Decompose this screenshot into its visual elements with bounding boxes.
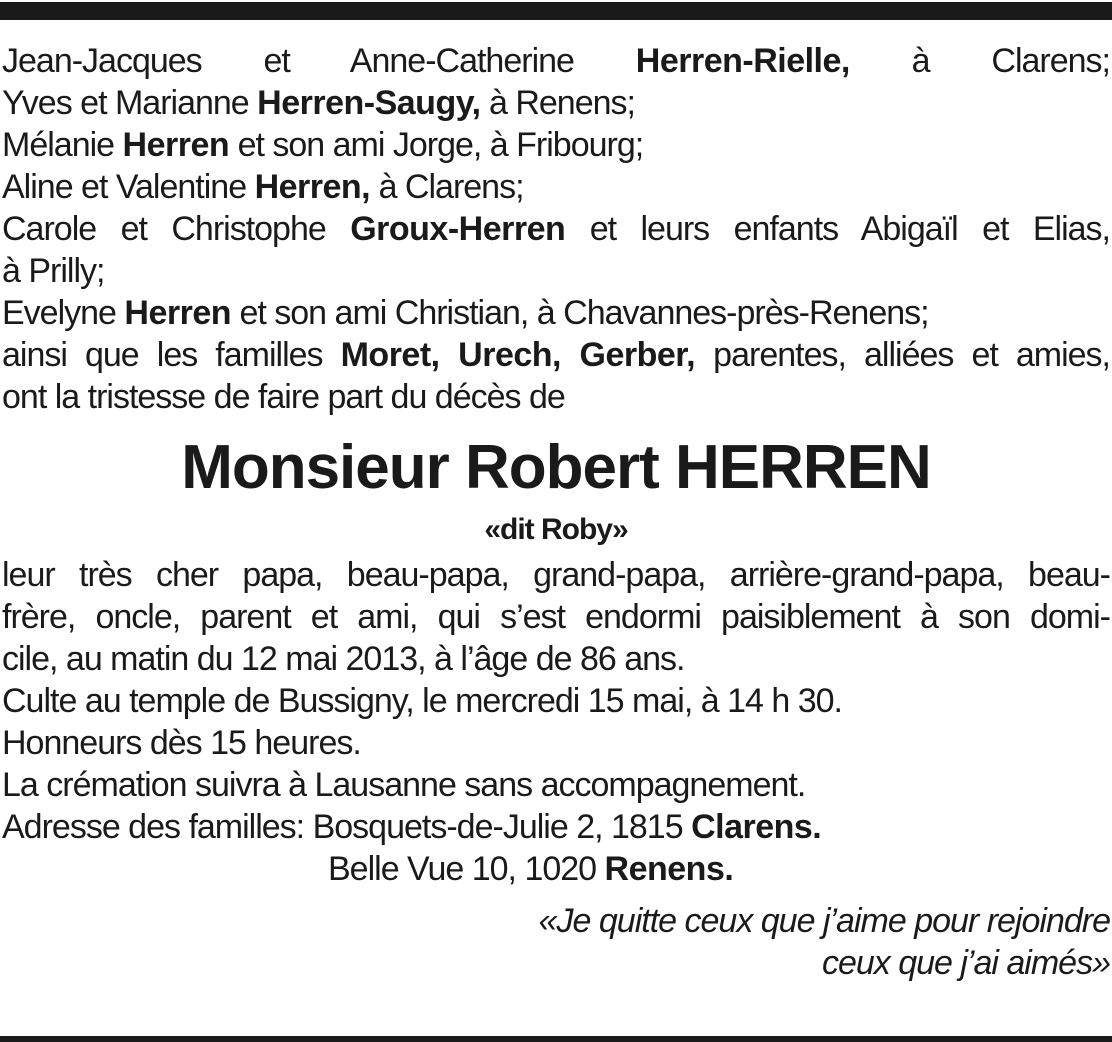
description-line: cile, au matin du 12 mai 2013, à l’âge de 86 ans. xyxy=(2,640,685,678)
family-line: à Prilly; xyxy=(2,252,105,290)
nickname: «dit Roby» xyxy=(484,513,628,546)
family-line: Jean-Jacques et Anne-Catherine Herren-Rielle, à Clarens; xyxy=(2,42,1111,80)
quote-line: ceux que j’ai aimés» xyxy=(821,944,1110,982)
deceased-name: Monsieur Robert HERREN xyxy=(181,433,931,502)
address-line: Belle Vue 10, 1020 Renens. xyxy=(328,850,734,888)
family-line: Aline et Valentine Herren, à Clarens; xyxy=(2,168,524,206)
family-line: Mélanie Herren et son ami Jorge, à Fribourg; xyxy=(2,126,644,164)
bottom-rule xyxy=(0,1036,1112,1042)
family-line: Evelyne Herren et son ami Christian, à Chavannes-près-Renens; xyxy=(2,294,929,332)
family-line: ainsi que les familles Moret, Urech, Gerber, parentes, alliées et amies, xyxy=(2,336,1111,374)
family-line: Carole et Christophe Groux-Herren et leurs enfants Abigaïl et Elias, xyxy=(2,210,1110,248)
ceremony-line: Culte au temple de Bussigny, le mercredi 15 mai, à 14 h 30. xyxy=(2,682,842,720)
description-line: frère, oncle, parent et ami, qui s’est endormi paisiblement à son domi- xyxy=(2,598,1110,636)
name-block xyxy=(2,430,1110,554)
top-rule xyxy=(0,2,1112,20)
quote-line: «Je quitte ceux que j’aime pour rejoindre xyxy=(538,902,1110,940)
family-line: Yves et Marianne Herren-Saugy, à Renens; xyxy=(2,84,635,122)
address-line: Adresse des familles: Bosquets-de-Julie 2, 1815 Clarens. xyxy=(2,808,822,846)
address-label: Adresse des familles: xyxy=(2,808,313,846)
cremation-line: La crémation suivra à Lausanne sans accompagnement. xyxy=(2,766,806,804)
closing-quote xyxy=(2,900,1110,984)
honors-line: Honneurs dès 15 heures. xyxy=(2,724,361,762)
obituary-notice xyxy=(2,40,1110,984)
announcement-line: ont la tristesse de faire part du décès de xyxy=(2,378,565,416)
description-line: leur très cher papa, beau-papa, grand-papa, arrière-grand-papa, beau- xyxy=(2,556,1110,594)
